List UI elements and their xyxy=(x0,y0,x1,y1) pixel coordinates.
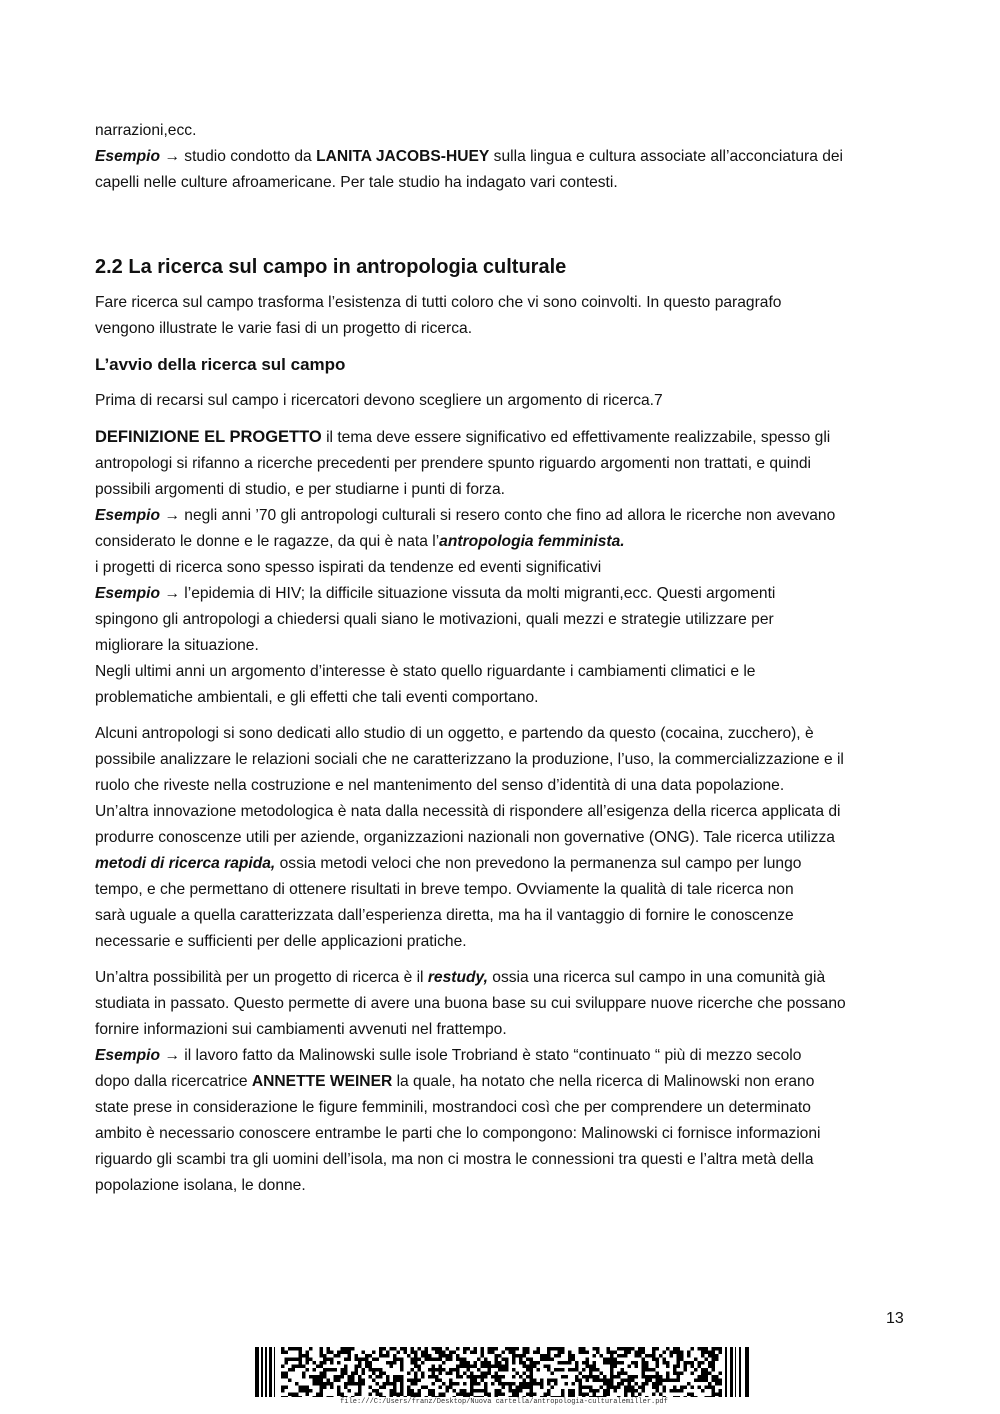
text-line xyxy=(95,424,910,451)
text-line: antropologi si rifanno a ricerche precedenti per prendere spunto riguardo argomenti non trattati, e quindi xyxy=(95,455,812,472)
author-name: ANNETTE WEINER xyxy=(251,1073,393,1090)
example-label: Esempio xyxy=(95,148,160,165)
text-line: ruolo che riveste nella costruzione e nel mantenimento del senso d’identità di una data popolazione. xyxy=(95,777,785,794)
text-line: fornire informazioni sui cambiamenti avvenuti nel frattempo. xyxy=(95,1021,507,1038)
text-line xyxy=(95,529,910,555)
example-label: Esempio xyxy=(95,585,160,602)
text-line: popolazione isolana, le donne. xyxy=(95,1177,306,1194)
example-line xyxy=(95,581,910,607)
text-line: state prese in considerazione le figure femminili, mostrandoci così che per comprendere un determinato xyxy=(95,1099,811,1116)
text-line: i progetti di ricerca sono spesso ispirati da tendenze ed eventi significativi xyxy=(95,559,602,576)
example-line xyxy=(95,1043,910,1069)
text-line: Fare ricerca sul campo trasforma l’esistenza di tutti coloro che vi sono coinvolti. In questo paragrafo xyxy=(95,294,782,311)
emphasis-term: antropologia femminista. xyxy=(439,533,625,550)
example-label: Esempio xyxy=(95,1047,160,1064)
text-span: dopo dalla ricercatrice xyxy=(95,1073,252,1090)
text-line: necessarie e sufficienti per delle applicazioni pratiche. xyxy=(95,933,467,950)
arrow-icon: → xyxy=(164,148,180,165)
subsection-title: L’avvio della ricerca sul campo xyxy=(95,355,346,374)
text-span: negli anni ’70 gli antropologi culturali si resero conto che fino ad allora le ricerche non avevano xyxy=(179,507,836,524)
text-line: migliorare la situazione. xyxy=(95,637,259,654)
emphasis-term: metodi di ricerca rapida, xyxy=(95,855,276,872)
text-line: possibili argomenti di studio, e per studiarne i punti di forza. xyxy=(95,481,505,498)
text-line: possibile analizzare le relazioni sociali che ne caratterizzano la produzione, l’uso, la commercializzazione e il xyxy=(95,751,844,768)
definition-heading: DEFINIZIONE EL PROGETTO xyxy=(95,428,322,446)
text-line: studiata in passato. Questo permette di avere una buona base su cui sviluppare nuove ricerche che possano xyxy=(95,995,846,1012)
text-line: ambito è necessario conoscere entrambe le parti che lo compongono: Malinowski ci fornisce informazioni xyxy=(95,1125,821,1142)
text-line: sarà uguale a quella caratterizzata dall’esperienza diretta, ma ha il vantaggio di fornire le conoscenze xyxy=(95,907,794,924)
arrow-icon: → xyxy=(164,1047,180,1064)
example-line xyxy=(95,503,910,529)
text-span: l’epidemia di HIV; la difficile situazione vissuta da molti migranti,ecc. Questi argomenti xyxy=(179,585,776,602)
text-span: la quale, ha notato che nella ricerca di Malinowski non erano xyxy=(392,1073,815,1090)
arrow-icon: → xyxy=(164,507,180,524)
text-span: sulla lingua e cultura associate all’acconciatura dei xyxy=(489,148,844,165)
text-line: produrre conoscenze utili per aziende, organizzazioni nazionali non governative (ONG). Tale ricerca utilizza xyxy=(95,829,835,846)
text-span: il lavoro fatto da Malinowski sulle isole Trobriand è stato “continuato “ più di mezzo secolo xyxy=(179,1047,802,1064)
text-line: capelli nelle culture afroamericane. Per tale studio ha indagato vari contesti. xyxy=(95,174,618,191)
arrow-icon: → xyxy=(164,585,180,602)
text-line: vengono illustrate le varie fasi di un progetto di ricerca. xyxy=(95,320,473,337)
text-line xyxy=(95,965,910,991)
text-span: ossia una ricerca sul campo in una comunità già xyxy=(487,969,826,986)
page-content xyxy=(95,118,910,1199)
text-span: ossia metodi veloci che non prevedono la permanenza sul campo per lungo xyxy=(275,855,802,872)
example-line xyxy=(95,144,910,170)
barcode-icon xyxy=(255,1347,753,1397)
text-span: studio condotto da xyxy=(179,148,317,165)
text-span: considerato le donne e le ragazze, da qui è nata l’ xyxy=(95,533,440,550)
text-span: Un’altra possibilità per un progetto di ricerca è il xyxy=(95,969,428,986)
text-line: Un’altra innovazione metodologica è nata dalla necessità di rispondere all’esigenza della ricerca applicata di xyxy=(95,803,841,820)
text-line: narrazioni,ecc. xyxy=(95,122,197,139)
text-line: Prima di recarsi sul campo i ricercatori devono scegliere un argomento di ricerca.7 xyxy=(95,392,663,409)
author-name: LANITA JACOBS-HUEY xyxy=(316,148,490,165)
text-line: riguardo gli scambi tra gli uomini dell’isola, ma non ci mostra le connessioni tra questi e l’altra metà della xyxy=(95,1151,814,1168)
text-span: il tema deve essere significativo ed effettivamente realizzabile, spesso gli xyxy=(321,429,831,446)
text-line: tempo, e che permettano di ottenere risultati in breve tempo. Ovviamente la qualità di tale ricerca non xyxy=(95,881,794,898)
text-line xyxy=(95,1069,910,1095)
text-line: spingono gli antropologi a chiedersi quali siano le motivazioni, quali mezzi e strategie utilizzare per xyxy=(95,611,774,628)
footer-file-path: file:///C:/Users/franz/Desktop/Nuova cartella/antropologia-culturalemiller.pdf xyxy=(340,1398,668,1406)
emphasis-term: restudy, xyxy=(427,969,488,986)
page-number: 13 xyxy=(886,1310,904,1327)
example-label: Esempio xyxy=(95,507,160,524)
text-line: Alcuni antropologi si sono dedicati allo studio di un oggetto, e partendo da questo (cocaina, zucchero), è xyxy=(95,725,814,742)
section-title: 2.2 La ricerca sul campo in antropologia culturale xyxy=(95,256,567,278)
text-line: Negli ultimi anni un argomento d’interesse è stato quello riguardante i cambiamenti climatici e le xyxy=(95,663,756,680)
text-line: problematiche ambientali, e gli effetti che tali eventi comportano. xyxy=(95,689,539,706)
text-line xyxy=(95,851,910,877)
